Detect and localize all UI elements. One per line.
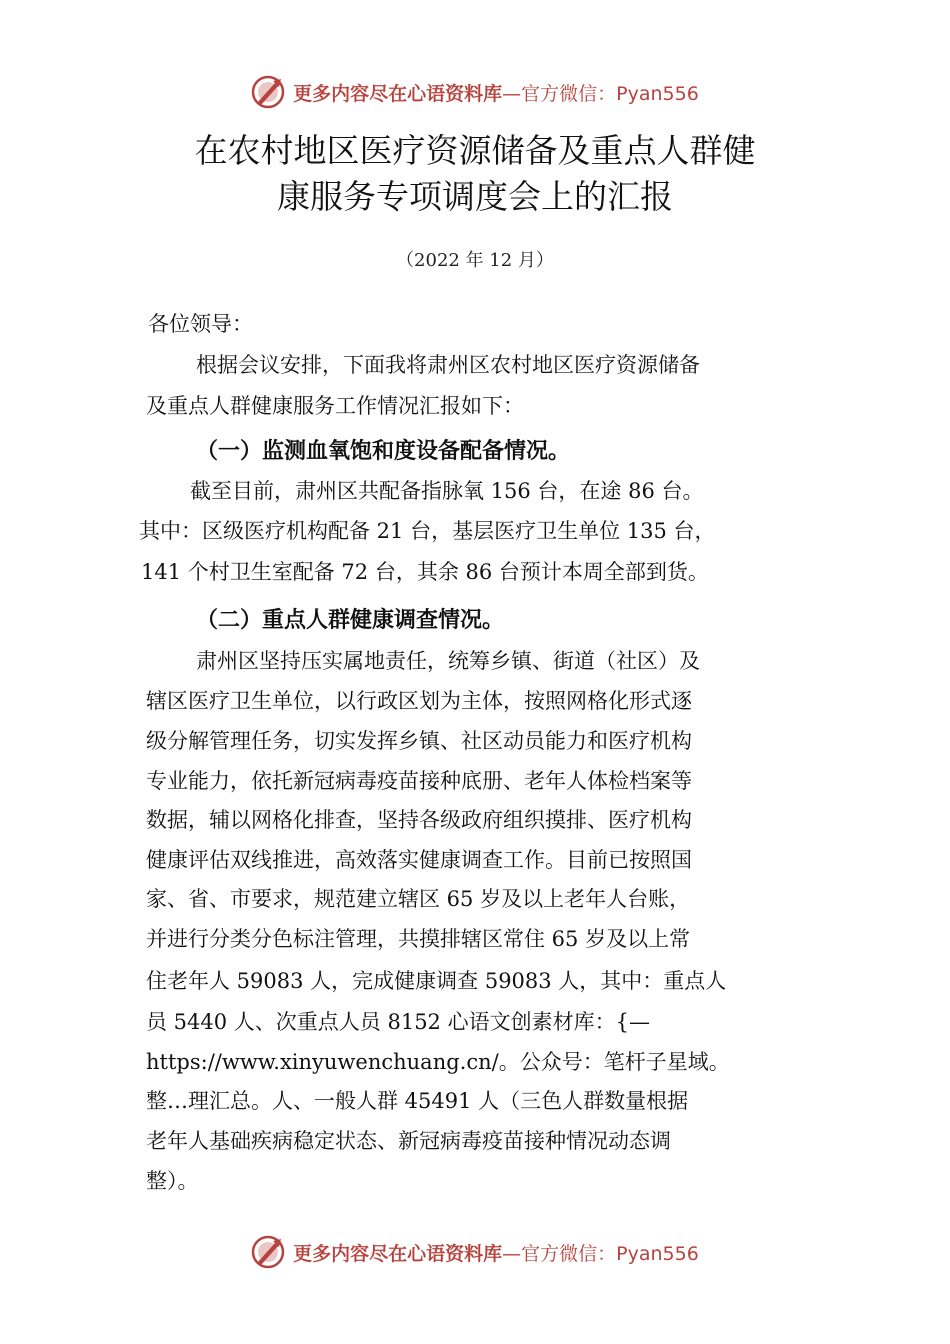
body-line: 员 5440 人、次重点人员 8152 心语文创素材库：{— — [146, 1010, 650, 1034]
body-line: 其中：区级医疗机构配备 21 台，基层医疗卫生单位 135 台， — [139, 519, 716, 543]
watermark-separator: — — [502, 82, 522, 105]
body-line: https://www.xinyuwenchuang.cn/。公众号：笔杆子星域。 — [146, 1050, 730, 1074]
body-line: 家、省、市要求，规范建立辖区 65 岁及以上老年人台账， — [146, 887, 691, 911]
watermark-banner-top — [0, 72, 950, 112]
body-line: 专业能力，依托新冠病毒疫苗接种底册、老年人体检档案等 — [146, 769, 692, 793]
body-line: 级分解管理任务，切实发挥乡镇、社区动员能力和医疗机构 — [146, 729, 692, 753]
brand-logo-icon — [251, 1235, 285, 1269]
watermark-title: 更多内容尽在心语资料库 — [293, 82, 503, 105]
intro-line: 及重点人群健康服务工作情况汇报如下： — [146, 394, 524, 418]
body-line: 健康评估双线推进，高效落实健康调查工作。目前已按照国 — [146, 848, 692, 872]
watermark-contact: 官方微信：Pyan556 — [521, 82, 699, 105]
salutation: 各位领导： — [148, 312, 253, 336]
intro-line: 根据会议安排，下面我将肃州区农村地区医疗资源储备 — [196, 353, 700, 377]
document-title — [0, 128, 950, 220]
section-heading-1: （一）监测血氧饱和度设备配备情况。 — [196, 439, 571, 464]
document-date: （2022 年 12 月） — [396, 250, 554, 271]
body-line: 整…理汇总。人、一般人群 45491 人（三色人群数量根据 — [146, 1089, 689, 1113]
body-line: 截至目前，肃州区共配备指脉氧 156 台，在途 86 台。 — [190, 479, 704, 503]
watermark-text — [293, 1239, 699, 1266]
body-line: 住老年人 59083 人，完成健康调查 59083 人，其中：重点人 — [146, 969, 727, 993]
brand-logo-icon — [251, 75, 285, 109]
title-line-2: 康服务专项调度会上的汇报 — [277, 177, 673, 216]
body-line: 141 个村卫生室配备 72 台，其余 86 台预计本周全部到货。 — [141, 560, 709, 584]
body-line: 数据，辅以网格化排查，坚持各级政府组织摸排、医疗机构 — [146, 808, 692, 832]
body-line: 并进行分类分色标注管理，共摸排辖区常住 65 岁及以上常 — [146, 927, 691, 951]
watermark-contact: 官方微信：Pyan556 — [521, 1242, 699, 1265]
body-line: 辖区医疗卫生单位，以行政区划为主体，按照网格化形式逐 — [146, 689, 692, 713]
body-line: 肃州区坚持压实属地责任，统筹乡镇、街道（社区）及 — [196, 649, 700, 673]
title-line-1: 在农村地区医疗资源储备及重点人群健 — [194, 131, 756, 170]
watermark-text — [293, 79, 699, 106]
watermark-title: 更多内容尽在心语资料库 — [293, 1242, 503, 1265]
watermark-separator: — — [502, 1242, 522, 1265]
section-heading-2: （二）重点人群健康调查情况。 — [196, 608, 505, 633]
body-line: 老年人基础疾病稳定状态、新冠病毒疫苗接种情况动态调 — [146, 1129, 671, 1153]
body-line: 整）。 — [146, 1169, 199, 1193]
watermark-banner-bottom — [0, 1232, 950, 1272]
